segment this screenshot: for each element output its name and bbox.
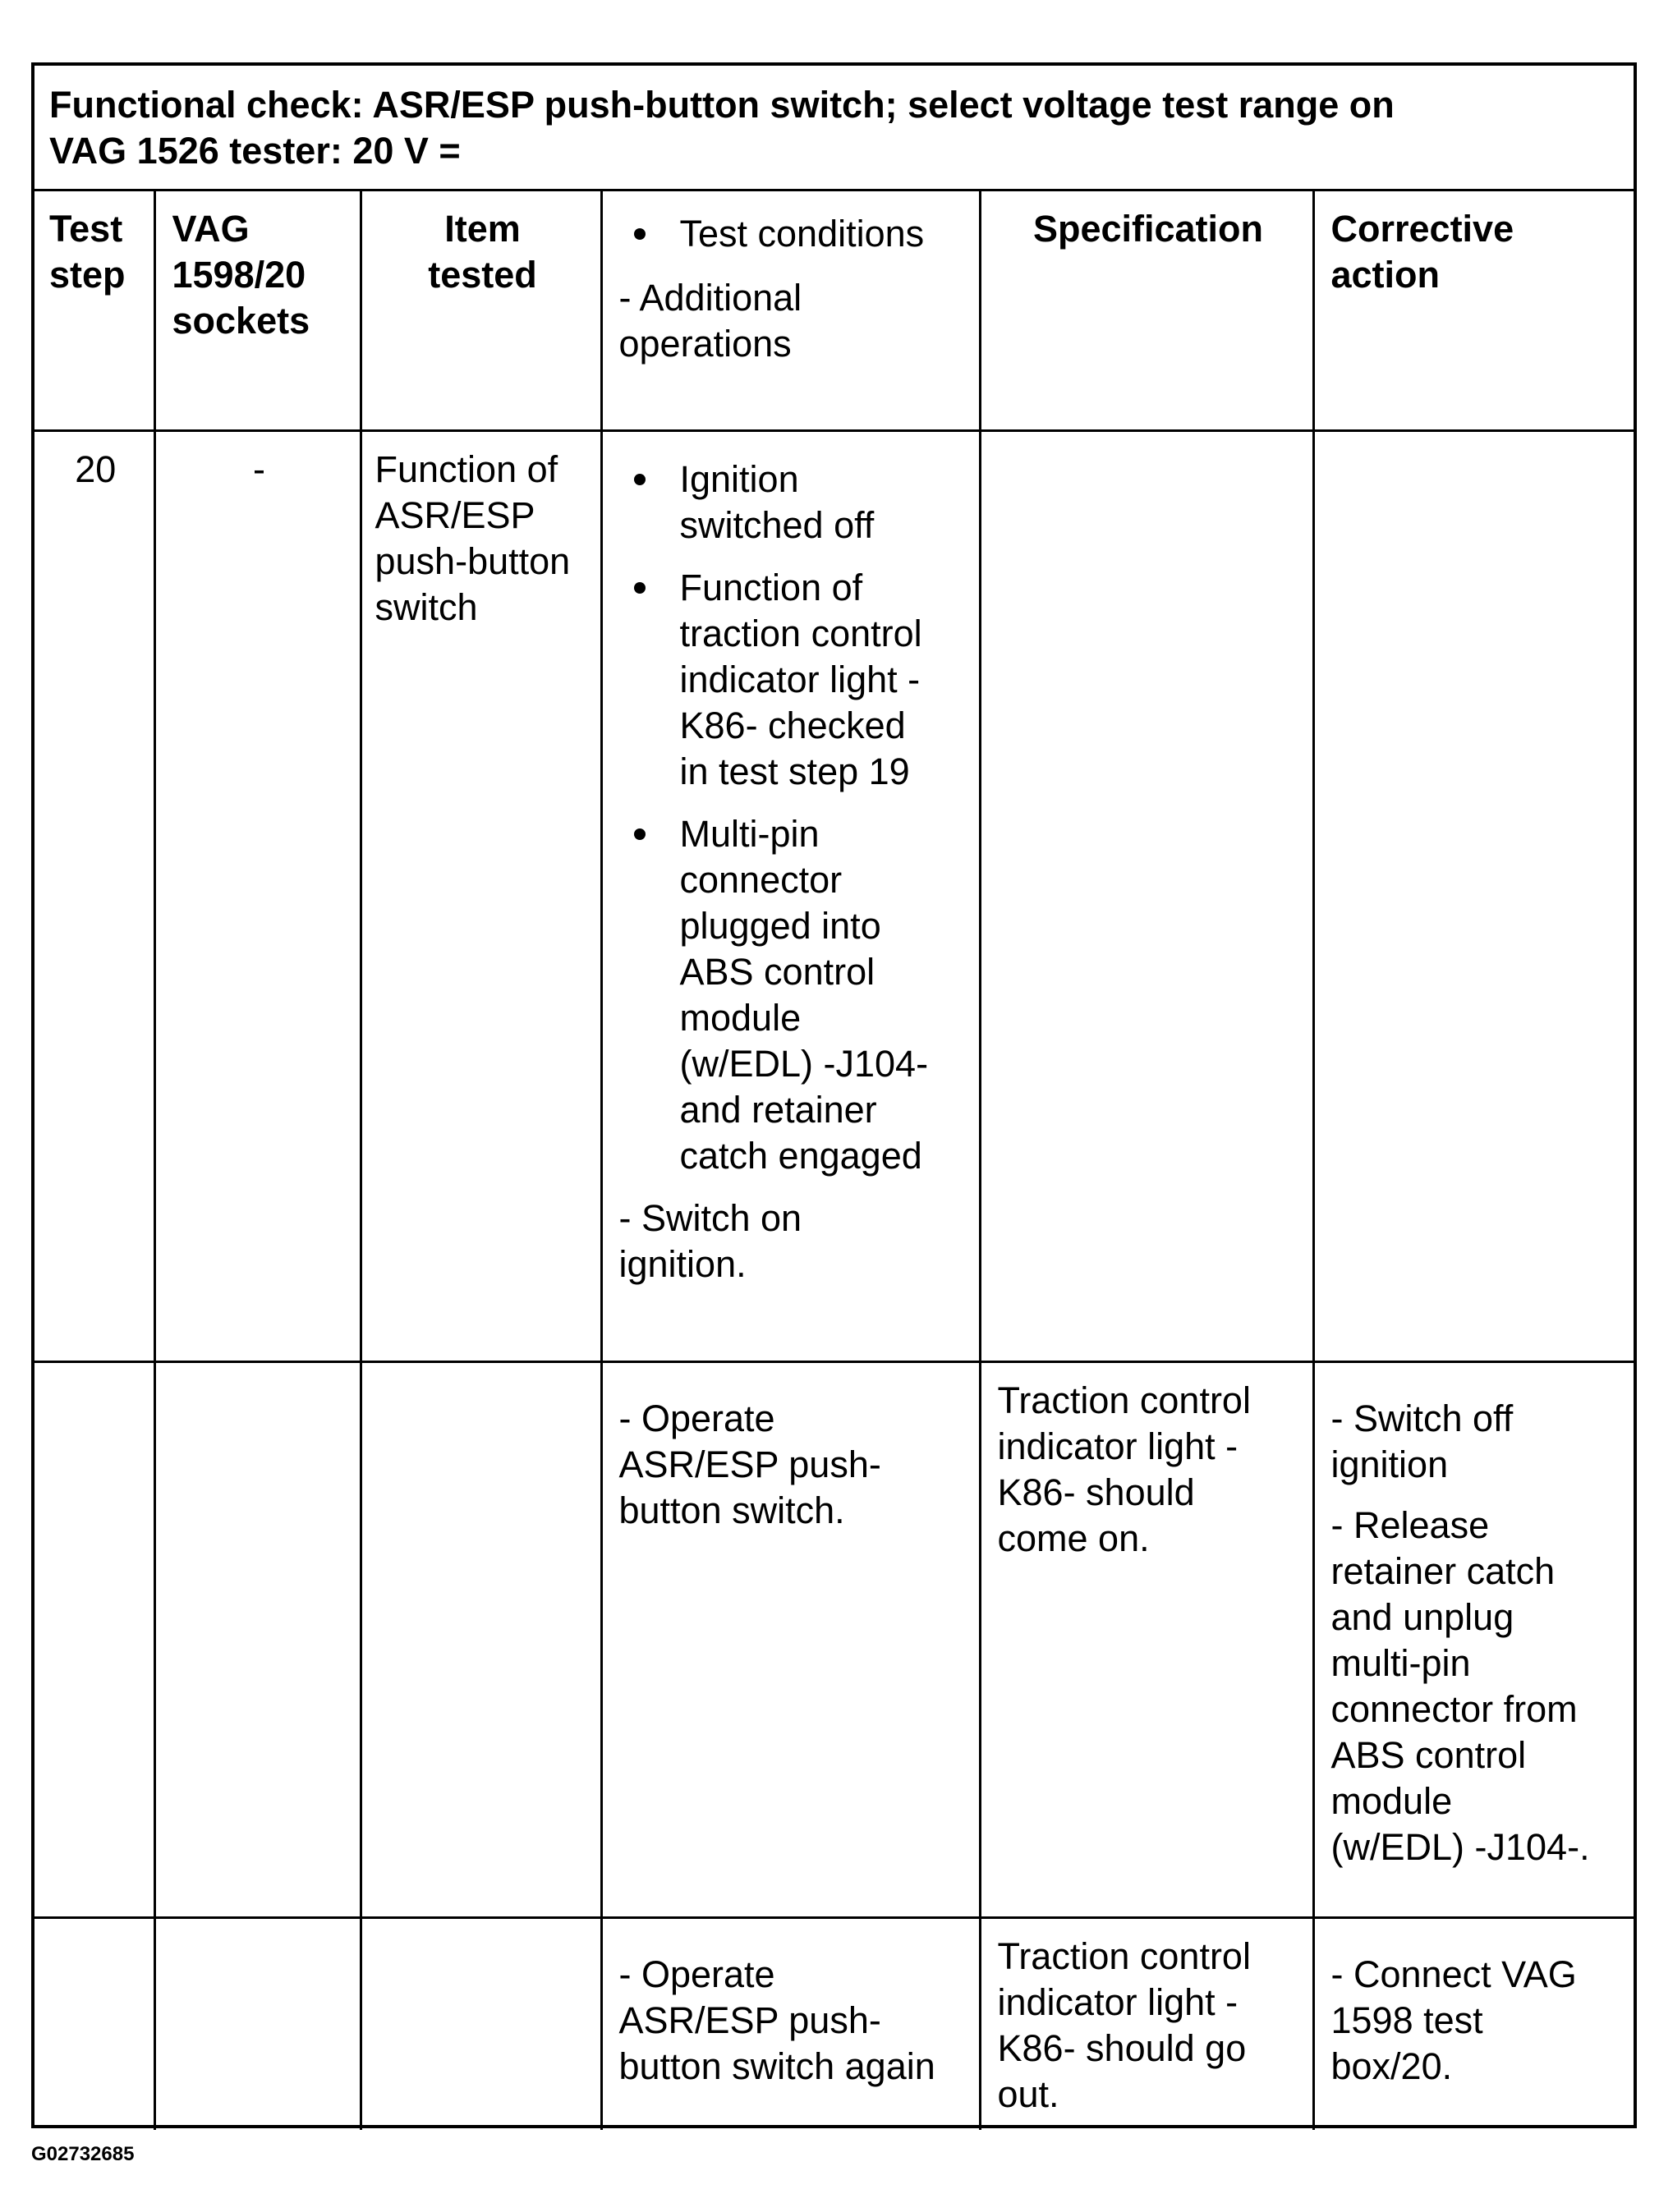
header-corrective-action: Corrective action: [1313, 191, 1634, 430]
table-title: [34, 66, 1634, 191]
step-number: [34, 1361, 154, 1917]
step-number: 20: [34, 430, 154, 1361]
operation-text: - Operate ASR/ESP push- button switch.: [601, 1361, 980, 1917]
corrective-action-value: [1313, 1361, 1634, 1917]
test-table-document: [31, 62, 1637, 2128]
title-line-2: VAG 1526 tester: 20 V =: [49, 130, 461, 172]
test-steps-table: [34, 191, 1634, 2130]
header-conditions-bullet: Test conditions: [619, 211, 966, 257]
corrective-action-value: - Connect VAG 1598 test box/20.: [1313, 1917, 1634, 2130]
item-tested-value: [361, 1361, 601, 1917]
operation-text: - Operate ASR/ESP push- button switch again: [601, 1917, 980, 2130]
header-sockets: VAG 1598/20 sockets: [154, 191, 361, 430]
header-item-tested: Item tested: [361, 191, 601, 430]
bullet-icon: [634, 474, 646, 485]
header-specification: Specification: [980, 191, 1313, 430]
sockets-value: -: [154, 430, 361, 1361]
sockets-value: [154, 1917, 361, 2130]
bullet-icon: [634, 228, 646, 240]
specification-value: Traction control indicator light - K86- should go out.: [980, 1917, 1313, 2130]
header-test-conditions: [601, 191, 980, 430]
condition-bullet: Ignition switched off: [619, 457, 966, 548]
bullet-icon: [634, 582, 646, 594]
specification-value: Traction control indicator light - K86- should come on.: [980, 1361, 1313, 1917]
conditions-cell: [601, 430, 980, 1361]
operation-text: - Switch on ignition.: [618, 1196, 802, 1285]
table-header-row: [34, 191, 1634, 430]
header-test-step: Test step: [34, 191, 154, 430]
bullet-icon: [634, 828, 646, 840]
table-row: [34, 1917, 1634, 2130]
corrective-step: - Release retainer catch and unplug multi-pin connector from ABS control module (w/EDL) -J104-.: [1330, 1503, 1590, 1868]
item-tested-value: Function of ASR/ESP push-button switch: [361, 430, 601, 1361]
table-row: [34, 1361, 1634, 1917]
specification-value: [980, 430, 1313, 1361]
header-additional-operations: - Additional operations: [618, 277, 802, 365]
corrective-step: - Switch off ignition: [1330, 1397, 1514, 1485]
step-number: [34, 1917, 154, 2130]
item-tested-value: [361, 1917, 601, 2130]
condition-bullet: Function of traction control indicator light - K86- checked in test step 19: [619, 565, 966, 795]
condition-bullet: Multi-pin connector plugged into ABS control module (w/EDL) -J104- and retainer catch engaged: [619, 811, 966, 1179]
title-line-1: Functional check: ASR/ESP push-button switch; select voltage test range on: [49, 84, 1395, 126]
table-row: [34, 430, 1634, 1361]
corrective-action-value: [1313, 430, 1634, 1361]
figure-code: G02732685: [31, 2143, 135, 2165]
sockets-value: [154, 1361, 361, 1917]
